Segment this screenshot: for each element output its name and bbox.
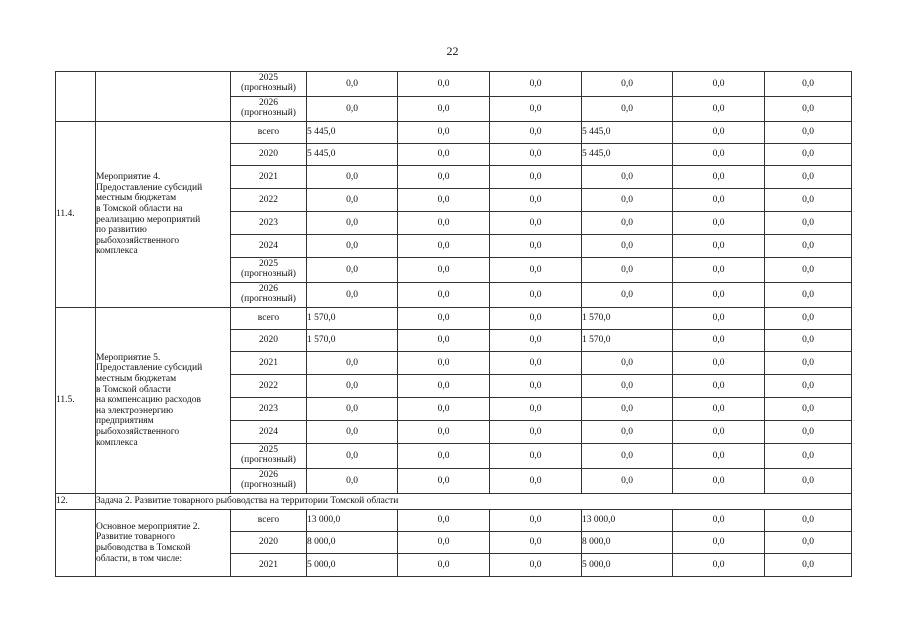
- value-cell: 0,0: [398, 212, 490, 235]
- value-cell: 0,0: [490, 258, 582, 283]
- measure-name-cell: Мероприятие 5. Предоставление субсидий местным бюджетам в Томской области на компенсацию расходов на электроэнергию предприятиям рыбохозяйственного комплекса: [96, 308, 231, 494]
- value-cell: 0,0: [673, 352, 765, 375]
- measure-name-cell: [96, 72, 231, 122]
- value-cell: 0,0: [307, 398, 398, 421]
- budget-table-body: [56, 72, 852, 577]
- value-cell: 0,0: [398, 72, 490, 97]
- value-cell: 0,0: [307, 166, 398, 189]
- value-cell: 0,0: [582, 352, 673, 375]
- year-cell: 2020: [231, 330, 307, 352]
- value-cell: 0,0: [307, 469, 398, 494]
- year-cell: всего: [231, 122, 307, 144]
- value-cell: 0,0: [398, 352, 490, 375]
- measure-name-cell: Мероприятие 4. Предоставление субсидий местным бюджетам в Томской области на реализацию мероприятий по развитию рыбохозяйственного комплекса: [96, 122, 231, 308]
- value-cell: 0,0: [582, 421, 673, 444]
- value-cell: 8 000,0: [582, 532, 673, 554]
- value-cell: 0,0: [490, 421, 582, 444]
- value-cell: 0,0: [490, 554, 582, 577]
- value-cell: 0,0: [490, 166, 582, 189]
- value-cell: 0,0: [765, 122, 852, 144]
- year-cell: 2022: [231, 375, 307, 398]
- value-cell: 0,0: [582, 469, 673, 494]
- value-cell: 0,0: [673, 235, 765, 258]
- value-cell: 0,0: [307, 444, 398, 469]
- value-cell: 0,0: [673, 258, 765, 283]
- value-cell: 0,0: [490, 144, 582, 166]
- value-cell: 0,0: [582, 189, 673, 212]
- value-cell: 0,0: [490, 122, 582, 144]
- value-cell: 0,0: [673, 283, 765, 308]
- value-cell: 0,0: [673, 97, 765, 122]
- value-cell: 0,0: [307, 421, 398, 444]
- year-cell: 2025 (прогнозный): [231, 258, 307, 283]
- value-cell: 13 000,0: [307, 510, 398, 532]
- value-cell: 0,0: [673, 444, 765, 469]
- value-cell: 5 000,0: [582, 554, 673, 577]
- value-cell: 0,0: [765, 144, 852, 166]
- value-cell: 0,0: [765, 352, 852, 375]
- value-cell: 5 000,0: [307, 554, 398, 577]
- year-cell: 2024: [231, 421, 307, 444]
- table-row: [56, 510, 852, 532]
- value-cell: 0,0: [490, 532, 582, 554]
- measure-name-cell: Основное мероприятие 2. Развитие товарного рыбоводства в Томской области, в том числе:: [96, 510, 231, 577]
- value-cell: 0,0: [765, 235, 852, 258]
- value-cell: 0,0: [398, 258, 490, 283]
- task-row: [56, 494, 852, 510]
- year-cell: 2021: [231, 166, 307, 189]
- value-cell: 0,0: [398, 235, 490, 258]
- value-cell: 0,0: [582, 375, 673, 398]
- value-cell: 0,0: [765, 166, 852, 189]
- value-cell: 0,0: [490, 375, 582, 398]
- year-cell: 2024: [231, 235, 307, 258]
- value-cell: 0,0: [765, 308, 852, 330]
- value-cell: 0,0: [673, 122, 765, 144]
- value-cell: 0,0: [765, 421, 852, 444]
- table-row: [56, 72, 852, 97]
- value-cell: 0,0: [398, 330, 490, 352]
- value-cell: 0,0: [673, 532, 765, 554]
- year-cell: 2021: [231, 352, 307, 375]
- value-cell: 0,0: [490, 283, 582, 308]
- value-cell: 0,0: [398, 97, 490, 122]
- year-cell: 2020: [231, 532, 307, 554]
- value-cell: 0,0: [490, 235, 582, 258]
- row-number-cell: [56, 510, 96, 577]
- year-cell: 2026 (прогнозный): [231, 469, 307, 494]
- value-cell: 0,0: [673, 72, 765, 97]
- table-row: [56, 308, 852, 330]
- value-cell: 0,0: [398, 532, 490, 554]
- value-cell: 0,0: [398, 308, 490, 330]
- budget-table: [55, 71, 852, 577]
- value-cell: 0,0: [765, 189, 852, 212]
- year-cell: 2026 (прогнозный): [231, 283, 307, 308]
- value-cell: 0,0: [765, 375, 852, 398]
- value-cell: 0,0: [765, 510, 852, 532]
- value-cell: 0,0: [765, 97, 852, 122]
- value-cell: 0,0: [673, 375, 765, 398]
- year-cell: 2022: [231, 189, 307, 212]
- value-cell: 0,0: [673, 469, 765, 494]
- value-cell: 0,0: [582, 258, 673, 283]
- value-cell: 0,0: [307, 258, 398, 283]
- value-cell: 0,0: [582, 444, 673, 469]
- page-number: 22: [446, 44, 459, 58]
- value-cell: 0,0: [398, 398, 490, 421]
- value-cell: 13 000,0: [582, 510, 673, 532]
- row-number-cell: [56, 72, 96, 122]
- value-cell: 0,0: [673, 189, 765, 212]
- value-cell: 0,0: [307, 212, 398, 235]
- value-cell: 0,0: [490, 72, 582, 97]
- value-cell: 0,0: [398, 189, 490, 212]
- value-cell: 0,0: [582, 235, 673, 258]
- value-cell: 0,0: [673, 166, 765, 189]
- year-cell: всего: [231, 308, 307, 330]
- value-cell: 0,0: [765, 398, 852, 421]
- value-cell: 0,0: [673, 398, 765, 421]
- value-cell: 0,0: [673, 421, 765, 444]
- value-cell: 0,0: [490, 212, 582, 235]
- value-cell: 5 445,0: [307, 122, 398, 144]
- value-cell: 0,0: [307, 235, 398, 258]
- value-cell: 0,0: [673, 554, 765, 577]
- value-cell: 0,0: [398, 166, 490, 189]
- value-cell: 0,0: [765, 532, 852, 554]
- year-cell: 2020: [231, 144, 307, 166]
- value-cell: 0,0: [673, 144, 765, 166]
- value-cell: 1 570,0: [307, 308, 398, 330]
- value-cell: 1 570,0: [307, 330, 398, 352]
- value-cell: 0,0: [490, 444, 582, 469]
- value-cell: 0,0: [307, 72, 398, 97]
- value-cell: 0,0: [490, 510, 582, 532]
- table-row: [56, 122, 852, 144]
- value-cell: 0,0: [765, 212, 852, 235]
- value-cell: 0,0: [307, 97, 398, 122]
- value-cell: 0,0: [582, 97, 673, 122]
- value-cell: 0,0: [765, 444, 852, 469]
- value-cell: 0,0: [673, 308, 765, 330]
- value-cell: 0,0: [398, 554, 490, 577]
- value-cell: 0,0: [490, 352, 582, 375]
- value-cell: 0,0: [398, 122, 490, 144]
- value-cell: 5 445,0: [582, 144, 673, 166]
- year-cell: 2025 (прогнозный): [231, 444, 307, 469]
- value-cell: 5 445,0: [307, 144, 398, 166]
- value-cell: 0,0: [398, 421, 490, 444]
- row-number-cell: 12.: [56, 494, 96, 510]
- value-cell: 1 570,0: [582, 330, 673, 352]
- value-cell: 0,0: [673, 330, 765, 352]
- value-cell: 0,0: [398, 375, 490, 398]
- value-cell: 0,0: [582, 212, 673, 235]
- value-cell: 0,0: [398, 510, 490, 532]
- value-cell: 0,0: [582, 283, 673, 308]
- value-cell: 0,0: [765, 330, 852, 352]
- value-cell: 8 000,0: [307, 532, 398, 554]
- value-cell: 0,0: [490, 308, 582, 330]
- year-cell: 2021: [231, 554, 307, 577]
- value-cell: 0,0: [490, 398, 582, 421]
- value-cell: 0,0: [398, 469, 490, 494]
- value-cell: 0,0: [398, 283, 490, 308]
- value-cell: 0,0: [765, 283, 852, 308]
- value-cell: 0,0: [398, 144, 490, 166]
- value-cell: 0,0: [307, 375, 398, 398]
- year-cell: всего: [231, 510, 307, 532]
- value-cell: 0,0: [765, 258, 852, 283]
- year-cell: 2026 (прогнозный): [231, 97, 307, 122]
- value-cell: 1 570,0: [582, 308, 673, 330]
- value-cell: 0,0: [765, 469, 852, 494]
- row-number-cell: 11.4.: [56, 122, 96, 308]
- value-cell: 0,0: [673, 212, 765, 235]
- value-cell: 0,0: [582, 398, 673, 421]
- value-cell: 0,0: [765, 554, 852, 577]
- value-cell: 0,0: [582, 72, 673, 97]
- value-cell: 0,0: [765, 72, 852, 97]
- value-cell: 0,0: [490, 330, 582, 352]
- row-number-cell: 11.5.: [56, 308, 96, 494]
- value-cell: 0,0: [307, 189, 398, 212]
- year-cell: 2023: [231, 212, 307, 235]
- value-cell: 0,0: [307, 283, 398, 308]
- value-cell: 0,0: [490, 469, 582, 494]
- value-cell: 0,0: [582, 166, 673, 189]
- value-cell: 0,0: [490, 189, 582, 212]
- year-cell: 2023: [231, 398, 307, 421]
- year-cell: 2025 (прогнозный): [231, 72, 307, 97]
- task-title-cell: Задача 2. Развитие товарного рыбоводства на территории Томской области: [96, 494, 852, 510]
- value-cell: 0,0: [398, 444, 490, 469]
- value-cell: 5 445,0: [582, 122, 673, 144]
- value-cell: 0,0: [490, 97, 582, 122]
- value-cell: 0,0: [673, 510, 765, 532]
- value-cell: 0,0: [307, 352, 398, 375]
